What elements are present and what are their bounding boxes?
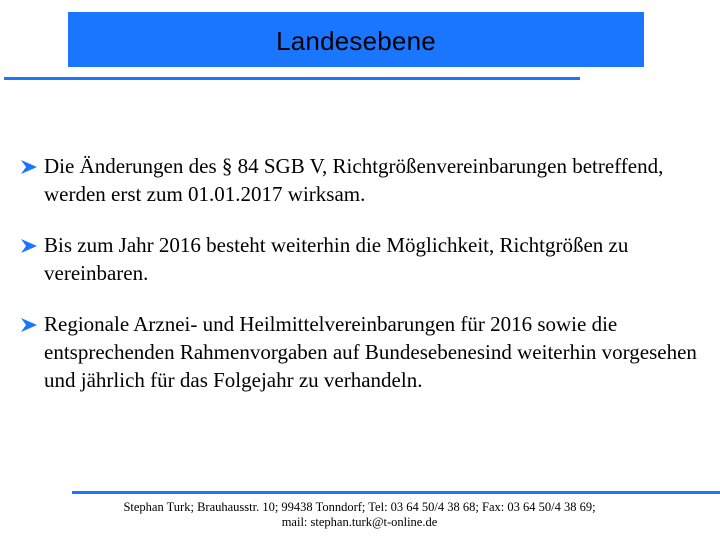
arrowhead-bullet-icon: [20, 238, 38, 254]
footer-address: Stephan Turk; Brauhausstr. 10; 99438 Tonndorf; Tel: 03 64 50/4 38 68; Fax: 03 64 50/4 38 69;: [123, 500, 596, 514]
bullet-text: Regionale Arznei- und Heilmittelvereinbarungen für 2016 sowie die entsprechenden Rahmenvorgaben auf Bundesebenesind weiterhin vorgesehen und jährlich für das Folgejahr zu verhandeln.: [44, 312, 697, 392]
bullet-item: [20, 231, 710, 287]
title-banner: [68, 12, 644, 67]
title-underline: [4, 77, 580, 80]
bullet-item: [20, 152, 710, 208]
footer-email: mail: stephan.turk@t-online.de: [281, 515, 438, 529]
bullet-text: Bis zum Jahr 2016 besteht weiterhin die Möglichkeit, Richtgrößen zu vereinbaren.: [44, 233, 629, 285]
bullet-item: [20, 310, 710, 394]
bullet-text: Die Änderungen des § 84 SGB V, Richtgrößenvereinbarungen betreffend, werden erst zum 01.01.2017 wirksam.: [44, 154, 664, 206]
slide-title: Landesebene: [276, 26, 436, 56]
footer: [72, 500, 647, 530]
bullet-list: [20, 152, 710, 394]
footer-rule: [72, 491, 720, 494]
arrowhead-bullet-icon: [20, 317, 38, 333]
arrowhead-bullet-icon: [20, 159, 38, 175]
